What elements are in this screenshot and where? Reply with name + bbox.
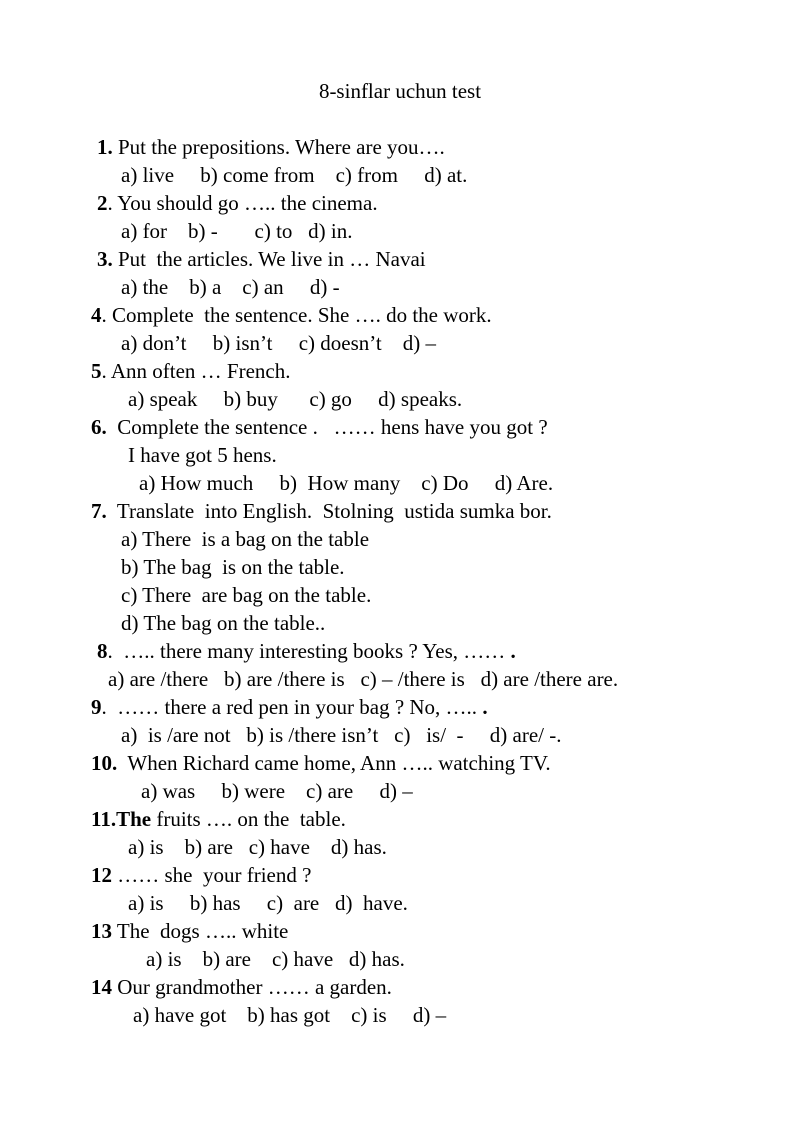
question-number: 11.The bbox=[91, 807, 152, 831]
question-text: Complete the sentence . …… hens have you got ? bbox=[106, 415, 548, 439]
question-text: Put the prepositions. Where are you…. bbox=[112, 135, 445, 159]
question-text: …… she your friend ? bbox=[112, 863, 312, 887]
question-number: 9 bbox=[91, 695, 102, 719]
question-number: 14 bbox=[91, 975, 112, 999]
question-number: 2 bbox=[97, 191, 108, 215]
question-6-sentence: I have got 5 hens. bbox=[128, 443, 277, 467]
question-9 bbox=[91, 693, 488, 721]
question-text: The dogs ….. white bbox=[112, 919, 289, 943]
question-number: 13 bbox=[91, 919, 112, 943]
question-text: Our grandmother …… a garden. bbox=[112, 975, 392, 999]
question-11-options: a) is b) are c) have d) has. bbox=[128, 835, 387, 859]
question-14 bbox=[91, 973, 392, 1001]
question-text: . …… there a red pen in your bag ? No, ….. bbox=[101, 695, 483, 719]
question-3 bbox=[97, 245, 426, 273]
question-10-options: a) was b) were c) are d) – bbox=[141, 779, 413, 803]
question-13-options: a) is b) are c) have d) has. bbox=[146, 947, 405, 971]
question-7-option-d: d) The bag on the table.. bbox=[121, 611, 326, 635]
question-text: Translate into English. Stolning ustida sumka bor. bbox=[106, 499, 552, 523]
question-7 bbox=[91, 497, 552, 525]
question-text: . Complete the sentence. She …. do the work. bbox=[101, 303, 492, 327]
question-5 bbox=[91, 357, 290, 385]
question-1 bbox=[97, 133, 445, 161]
question-14-options: a) have got b) has got c) is d) – bbox=[133, 1003, 447, 1027]
question-number: 12 bbox=[91, 863, 112, 887]
question-number: 1. bbox=[97, 135, 113, 159]
question-8 bbox=[97, 637, 516, 665]
question-1-options: a) live b) come from c) from d) at. bbox=[121, 163, 468, 187]
question-text: . ….. there many interesting books ? Yes, …… bbox=[107, 639, 511, 663]
question-10 bbox=[91, 749, 551, 777]
question-4-options: a) don’t b) isn’t c) doesn’t d) – bbox=[121, 331, 436, 355]
page-title: 8-sinflar uchun test bbox=[318, 79, 482, 103]
question-2 bbox=[97, 189, 378, 217]
question-end-mark: . bbox=[510, 639, 516, 663]
question-2-options: a) for b) - c) to d) in. bbox=[121, 219, 353, 243]
question-5-options: a) speak b) buy c) go d) speaks. bbox=[128, 387, 463, 411]
question-number: 5 bbox=[91, 359, 102, 383]
question-number: 6. bbox=[91, 415, 107, 439]
question-text: When Richard came home, Ann ….. watching TV. bbox=[117, 751, 551, 775]
question-6-options: a) How much b) How many c) Do d) Are. bbox=[139, 471, 554, 495]
question-number: 3. bbox=[97, 247, 113, 271]
question-11 bbox=[91, 805, 346, 833]
question-7-option-c: c) There are bag on the table. bbox=[121, 583, 372, 607]
question-9-options: a) is /are not b) is /there isn’t c) is/ - d) are/ -. bbox=[121, 723, 562, 747]
question-7-option-b: b) The bag is on the table. bbox=[121, 555, 345, 579]
question-text: . You should go ….. the cinema. bbox=[107, 191, 378, 215]
question-text: Put the articles. We live in … Navai bbox=[112, 247, 426, 271]
question-number: 4 bbox=[91, 303, 102, 327]
question-end-mark: . bbox=[482, 695, 488, 719]
question-12 bbox=[91, 861, 311, 889]
question-number: 10. bbox=[91, 751, 118, 775]
question-12-options: a) is b) has c) are d) have. bbox=[128, 891, 408, 915]
question-4 bbox=[91, 301, 492, 329]
question-text: fruits …. on the table. bbox=[151, 807, 346, 831]
question-text: . Ann often … French. bbox=[101, 359, 291, 383]
question-13 bbox=[91, 917, 288, 945]
question-number: 8 bbox=[97, 639, 108, 663]
question-6 bbox=[91, 413, 548, 441]
question-7-option-a: a) There is a bag on the table bbox=[121, 527, 370, 551]
question-3-options: a) the b) a c) an d) - bbox=[121, 275, 340, 299]
question-8-options: a) are /there b) are /there is c) – /there is d) are /there are. bbox=[108, 667, 619, 691]
question-number: 7. bbox=[91, 499, 107, 523]
